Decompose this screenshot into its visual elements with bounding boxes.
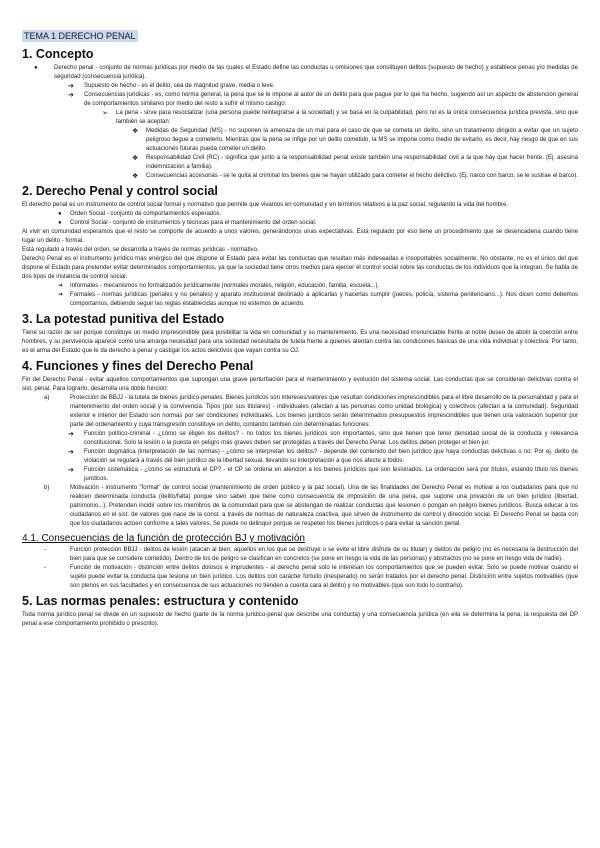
arrow-icon: ➔	[58, 283, 64, 289]
arrow-icon: ➔	[68, 467, 74, 474]
arrowhead-icon: ➢	[102, 110, 108, 117]
list-item: ❖ Responsabilidad Civil (RC) - significa que junto a la responsabilidad penal existe también una responsabilidad civil a la que hay que hacer frente. (Ej. asesina indemnización a familia).	[132, 155, 578, 170]
paragraph: Derecho Penal es el instrumento jurídico más enérgico del que dispone el Estado para evitar las conductas que resultan más indeseadas e insoportables socialmente. No obstante, no es el único del que dispone el Estado para pretender evitar determinados comportamientos, ya que la sociedad tiene otros medios para ejercer el control social sobre las conductas de los individuos que la integran. Se habla de dos tipos de instancia de control social:	[22, 256, 578, 280]
arrow-icon: ➔	[68, 83, 74, 90]
list-item: ➔ Informales - mecanismos no formalizados jurídicamente (normales morales, religión, educación, familia, escuela...).	[58, 283, 380, 289]
list-item: b) Motivación - instrumento "formal" de control social (mantenimiento de orden público y la paz social). Una de las finalidades del Derecho Penal es motivar a los ciudadanos para que no realicen determinada conducta (delito/falta) porque sino saben que tiene como consecuencia de imposición de una pena, que supone una privación de un bien jurídico (libertad, patrimonio...). Pretenden incidir sobre los miembros de la comunidad para que se abstengan de realizar conductas que lesionen o pongan en peligro bienes jurídicos. Busca educar a los ciudadanos en el sist. de valores que nace de la const. a través de normas de naturaleza coactiva, que sirven de instrumento de control y dirección social. El Derecho Penal se basta con que los ciudadanos actúen conforme a tales valores. Se puede no delinquir porque se respeten los bienes jurídicos o para evitar la sanción penal.	[44, 485, 578, 527]
list-item: ● Orden Social - conjunto de comportamientos esperados.	[58, 211, 222, 217]
paragraph: El derecho penal es un instrumento de control social formal y normativo que permite que vivamos en comunidad y en términos relativos a la paz social, regulando la vida del hombre.	[22, 202, 509, 208]
list-item: ❖ Consecuencias accesorias - se le quita al criminal los bienes que se hayan utilizado para cometer el hecho delictivo. (Ej. narco con barco, se le sustrae el barco).	[132, 173, 578, 180]
bullet-icon: ●	[58, 220, 62, 226]
paragraph: Está regulado a través del orden, se desarrolla a través de normas jurídicas - normativo.	[22, 247, 259, 253]
letter-marker: a)	[44, 395, 50, 401]
diamond-icon: ❖	[132, 173, 139, 180]
document-title: TEMA 1 DERECHO PENAL	[24, 31, 136, 41]
dash-icon: -	[44, 547, 47, 553]
list-item: ❖ Medidas de Seguridad (MS) - no suponen la amenaza de un mal para el caso de que se cometa un delito, sino un tratamiento dirigido a evitar que un sujeto peligroso llegue a cometerlo. Mientras que la pena se infige por un delito cometido, la MS se impone como medio de evitarlo, es decir, hay riesgo de que en sus actuaciones futuras pueda cometer un delito.	[132, 128, 578, 152]
consecuencias-list	[22, 546, 578, 591]
list-item: ➢ La pena - sirve para resocializar (una persona puede reintegrarse a la sociedad) y se basa en la culpabilidad, pero no es la única consecuencia jurídica prevista, sino que también se aceptan:	[102, 110, 578, 125]
list-item: ● Control Social - conjunto de instrumentos y técnicas para el mantenimiento del orden social.	[58, 220, 317, 226]
control-social-list	[22, 210, 578, 228]
arrow-icon: ➔	[68, 449, 74, 456]
paragraph: Al vivir en comunidad esperamos que el resto se comporte de acuerdo a unos valores, generándonos unas expectativas. Está regulado por eso tiene un procedimiento que se desencadena cuando tiene lugar un delito - formal.	[22, 229, 578, 244]
list-item: ● Derecho penal - conjunto de normas jurídicas por medio de las cuales el Estado define las conductas u omisiones que constituyen delitos (supuesto de hecho) y establece penas y/o medidas de seguridad (consecuencia jurídica).	[34, 65, 578, 80]
list-item: ➔ Consecuencias jurídicas - es, como norma general, la pena que se le impone al autor de un delito para que pague por lo que ha hecho, sugiendo así un aspecto de abstención general de comportamientos similares por medio del resto a sufrir el mismo castigo:	[68, 92, 578, 107]
list-item: ➔ Supuesto de hecho - es el delito, sea de magnitud grave, media o leve.	[68, 83, 275, 90]
list-item: - Función de motivación - distinción entre delitos dolosos e imprudentes - al derecho penal solo le interesan los comportamientos que se pueden evitar. Solo se puede motivar cuando el sujeto puede evitar la conducta que lesiona un bien jurídico. Los delitos con carácter fortuito (inesperado) no serán tratados por el derecho penal. Distinción entre sujetos motivables (que son plenos en sus facultades y en consecuencia de sus actuaciones no tienden a cuenta cara al delito) y no motivables (que son todo lo contrario).	[44, 565, 578, 589]
dash-icon: -	[44, 565, 47, 571]
heading-consecuencias: 4.1. Consecuencias de la función de protección BJ y motivación	[22, 533, 305, 544]
paragraph: Fin del Derecho Penal - evitar aquellos comportamientos que supongan una grave perturbación para el mantenimiento y evolución del sistema social. Las conductas que se consideran delictivas contra el sist. penal. Para lograrlo, desarrolla una doble función:	[22, 377, 578, 392]
list-item: ➔ Función sistemática - ¿cómo se estructura el CP? - el CP se ordena en atención a los bienes jurídicos que son lesionados. La ordenación será por títulos, estando título los bienes jurídicos.	[68, 467, 578, 482]
list-item: - Función protección BBJJ - delitos de lesión (atacan al bien; aquellos en los que se destruye o se evite el libre disfrute de su titular) y delitos de peligro (no es necesaria la destrucción del bien para que se considere cometido). Dentro de los de peligro se clasifican en concretos (se pone en riesgo la vida de las personas) y abstractos (no se pone en riesgo vida de nadie).	[44, 547, 578, 562]
paragraph: Toda norma jurídico penal se divide en un supuesto de hecho (parte de la norma jurídico-penal que describe una conducta) y una consecuencia jurídica (en ella se determina la pena, la respuesta del DP penal a ese comportamiento prohibido o prescrito).	[22, 612, 578, 627]
bullet-icon: ●	[58, 211, 62, 217]
list-item: ➔ Formales - normas jurídicas (penales y no penales) y aparato institucional destinado a aplicarlas y hacerlas cumplir (jueces, policía, sistema penitenciario...). Nos dicen como debemos comportarnos, debiendo seguir las reglas establecidas aunque no estemos de acuerdo.	[58, 292, 578, 307]
diamond-icon: ❖	[132, 155, 139, 162]
heading-control-social: 2. Derecho Penal y control social	[22, 184, 218, 198]
arrow-icon: ➔	[68, 431, 74, 438]
funciones-list	[22, 394, 578, 529]
bullet-icon: ●	[34, 65, 38, 71]
concepto-list	[22, 64, 578, 181]
instancias-list	[22, 282, 578, 309]
heading-normas-penales: 5. Las normas penales: estructura y contenido	[22, 594, 299, 608]
letter-marker: b)	[44, 485, 50, 491]
arrow-icon: ➔	[58, 292, 64, 298]
list-item: ➔ Función político-criminal - ¿cómo se eligen los delitos? - no todos los bienes jurídicos son importantes, sino que tienen que tener densidad social de la conducta y relevancia constitucional. Solo la lesión o la puesta en peligro más graves deben ser protegidas a través del Derecho Penal. Los delitos deben proteger el bien jur.	[68, 431, 578, 446]
arrow-icon: ➔	[68, 92, 74, 99]
heading-funciones-fines: 4. Funciones y fines del Derecho Penal	[22, 359, 254, 373]
heading-potestad-punitiva: 3. La potestad punitiva del Estado	[22, 312, 225, 326]
paragraph: Tiene su razón de ser porque constituye un medio imprescindible para posibilitar la vida en comunidad y su mantenimiento. Es una necesidad irrenunciable frente al noble deseo de abolir la coerción entre hombres, y su pervivencia aparece como una amarga necesidad para una sociedad necesitada de tutela frente a quienes atentan contra las condiciones básicas de una vida individual y colectiva. Por tanto, es el arma del Estado que le da derecho a penar y castigar los actos delictivos que vayan contra su OJ.	[22, 330, 578, 354]
list-item: a) Protección de BBJJ - la tutela de bienes jurídico-penales. Bienes jurídicos son intereses/valores que resultan condiciones imprescindibles para el libre desarrollo de la personalidad y para el mantenimiento del orden social y la convivencia. Tipos (por sus titulares) - individuales (afectan a las personas como unidad biológica) y colectivos (afectan a la comunidad). Seguridad exterior e interior del Estado son normas por ser condiciones individuales. Los bienes jurídicos serán determinados presupuestos imprescindibles que tienen una valoración superior por parte del ordenamiento y cuya transgresión constituye un delito, contando también con determinadas funciones:	[44, 395, 578, 428]
list-item: ➔ Función dogmática (interpretación de las normas) - ¿cómo se interpretan los delitos? - depende del contenido del bien jurídico que haya conductas delictivas o no. Por ej. delito de violación se regulará a través del bien jurídico de la libertad sexual, llevando su interpretación a que nos afecte a todos.	[68, 449, 578, 464]
diamond-icon: ❖	[132, 128, 139, 135]
heading-concepto: 1. Concepto	[22, 47, 94, 61]
